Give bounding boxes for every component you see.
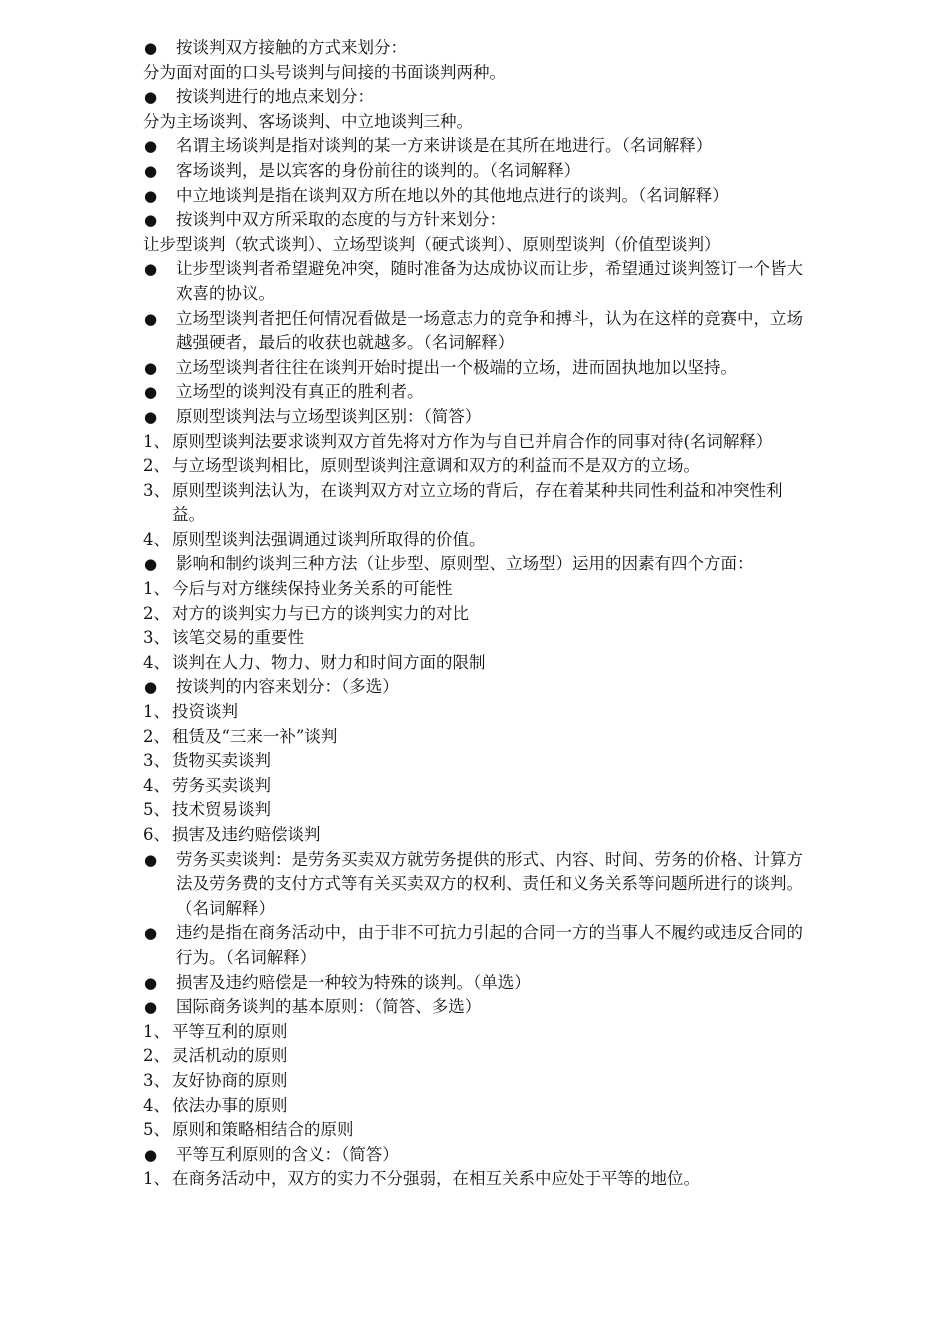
paragraph-line: 让步型谈判（软式谈判）、立场型谈判（硬式谈判）、原则型谈判（价值型谈判） xyxy=(143,234,721,254)
item-number: 5、 xyxy=(143,1120,170,1140)
item-number: 2、 xyxy=(143,726,170,746)
numbered-item xyxy=(143,602,811,627)
bullet-item xyxy=(143,307,811,356)
bullet-text: 立场型谈判者往往在谈判开始时提出一个极端的立场，进而固执地加以坚持。 xyxy=(176,357,737,377)
bullet-text: 中立地谈判是指在谈判双方所在地以外的其他地点进行的谈判。（名词解释） xyxy=(176,185,729,205)
numbered-item xyxy=(143,1118,811,1143)
numbered-text: 谈判在人力、物力、财力和时间方面的限制 xyxy=(172,652,486,672)
numbered-item xyxy=(143,700,811,725)
paragraph-line: 分为主场谈判、客场谈判、中立地谈判三种。 xyxy=(143,111,473,131)
bullet-text: 国际商务谈判的基本原则：（简答、多选） xyxy=(176,997,482,1017)
bullet-text: 客场谈判，是以宾客的身份前往的谈判的。（名词解释） xyxy=(176,160,581,180)
bullet-item xyxy=(143,257,811,306)
bullet-text: 按谈判的内容来划分：（多选） xyxy=(176,677,399,697)
item-number: 1、 xyxy=(143,1021,170,1041)
bullet-text: 名谓主场谈判是指对谈判的某一方来讲谈是在其所在地进行。（名词解释） xyxy=(176,136,713,156)
bullet-text: 按谈判双方接触的方式来划分： xyxy=(176,38,407,57)
numbered-item xyxy=(143,1069,811,1094)
numbered-text: 对方的谈判实力与已方的谈判实力的对比 xyxy=(172,603,469,623)
bullet-item xyxy=(143,995,811,1020)
numbered-text: 该笔交易的重要性 xyxy=(172,628,304,648)
numbered-item xyxy=(143,577,811,602)
numbered-text: 投资谈判 xyxy=(172,702,238,722)
numbered-text: 平等互利的原则 xyxy=(172,1021,288,1041)
item-number: 1、 xyxy=(143,431,170,451)
numbered-text: 原则型谈判法强调通过谈判所取得的价值。 xyxy=(172,529,486,549)
numbered-text: 技术贸易谈判 xyxy=(172,800,271,820)
item-number: 1、 xyxy=(143,579,170,599)
bullet-text: 原则型谈判法与立场型谈判区别：（简答） xyxy=(176,406,482,426)
bullet-item xyxy=(143,134,811,159)
numbered-item xyxy=(143,1167,811,1192)
numbered-item xyxy=(143,749,811,774)
bullet-text: 违约是指在商务活动中，由于非不可抗力引起的合同一方的当事人不履约或违反合同的行为。（名词解释） xyxy=(176,923,803,967)
bullet-item xyxy=(143,971,811,996)
numbered-text: 灵活机动的原则 xyxy=(172,1046,288,1066)
item-number: 4、 xyxy=(143,1095,170,1115)
numbered-item xyxy=(143,1044,811,1069)
numbered-item xyxy=(143,798,811,823)
bullet-item xyxy=(143,1143,811,1168)
item-number: 2、 xyxy=(143,456,170,476)
numbered-text: 损害及违约赔偿谈判 xyxy=(172,825,321,844)
bullet-text: 立场型谈判者把任何情况看做是一场意志力的竞争和搏斗，认为在这样的竞赛中，立场越强硬者，最后的收获也就越多。（名词解释） xyxy=(176,308,803,353)
paragraph-line: 分为面对面的口头号谈判与间接的书面谈判两种。 xyxy=(143,62,506,82)
numbered-text: 原则和策略相结合的原则 xyxy=(172,1120,354,1140)
item-number: 4、 xyxy=(143,652,170,672)
bullet-text: 让步型谈判者希望避免冲突，随时准备为达成协议而让步，希望通过谈判签订一个皆大欢喜的协议。 xyxy=(176,259,803,303)
bullet-text: 影响和制约谈判三种方法（让步型、原则型、立场型）运用的因素有四个方面： xyxy=(176,554,754,574)
bullet-text: 按谈判进行的地点来划分： xyxy=(176,87,374,107)
bullet-item xyxy=(143,380,811,405)
numbered-text: 租赁及“三来一补”谈判 xyxy=(172,726,338,746)
item-number: 6、 xyxy=(143,825,170,844)
numbered-text: 与立场型谈判相比，原则型谈判注意调和双方的利益而不是双方的立场。 xyxy=(172,456,700,476)
item-number: 3、 xyxy=(143,1070,170,1090)
item-number: 3、 xyxy=(143,751,170,771)
bullet-text: 立场型的谈判没有真正的胜利者。 xyxy=(176,382,424,402)
bullet-item xyxy=(143,675,811,700)
numbered-item xyxy=(143,1020,811,1045)
numbered-item xyxy=(143,626,811,651)
numbered-text: 在商务活动中，双方的实力不分强弱，在相互关系中应处于平等的地位。 xyxy=(172,1169,700,1189)
item-number: 2、 xyxy=(143,603,170,623)
item-number: 1、 xyxy=(143,702,170,722)
bullet-item xyxy=(143,184,811,209)
numbered-item xyxy=(143,823,811,848)
numbered-item xyxy=(143,479,811,528)
item-number: 2、 xyxy=(143,1046,170,1066)
numbered-item xyxy=(143,1094,811,1119)
bullet-text: 损害及违约赔偿是一种较为特殊的谈判。（单选） xyxy=(176,972,531,992)
numbered-text: 原则型谈判法认为，在谈判双方对立立场的背后，存在着某种共同性利益和冲突性利益。 xyxy=(172,480,783,525)
bullet-item xyxy=(143,85,811,110)
bullet-text: 平等互利原则的含义：（简答） xyxy=(176,1144,399,1164)
numbered-item xyxy=(143,430,811,455)
numbered-item xyxy=(143,774,811,799)
numbered-item xyxy=(143,651,811,676)
item-number: 3、 xyxy=(143,480,170,500)
item-number: 1、 xyxy=(143,1169,170,1189)
bullet-item xyxy=(143,356,811,381)
bullet-item xyxy=(143,552,811,577)
bullet-item xyxy=(143,848,811,922)
numbered-text: 劳务买卖谈判 xyxy=(172,775,271,795)
numbered-text: 货物买卖谈判 xyxy=(172,751,271,771)
numbered-text: 依法办事的原则 xyxy=(172,1095,288,1115)
numbered-text: 原则型谈判法要求谈判双方首先将对方作为与自已并肩合作的同事对待(名词解释） xyxy=(172,431,773,451)
bullet-item xyxy=(143,921,811,970)
item-number: 3、 xyxy=(143,628,170,648)
bullet-item xyxy=(143,159,811,184)
numbered-item xyxy=(143,725,811,750)
item-number: 4、 xyxy=(143,529,170,549)
item-number: 4、 xyxy=(143,775,170,795)
item-number: 5、 xyxy=(143,800,170,820)
numbered-text: 今后与对方继续保持业务关系的可能性 xyxy=(172,579,453,599)
bullet-item xyxy=(143,208,811,233)
numbered-item xyxy=(143,528,811,553)
bullet-text: 按谈判中双方所采取的态度的与方针来划分： xyxy=(176,210,506,230)
bullet-item xyxy=(143,405,811,430)
numbered-text: 友好协商的原则 xyxy=(172,1070,288,1090)
bullet-text: 劳务买卖谈判：是劳务买卖双方就劳务提供的形式、内容、时间、劳务的价格、计算方法及劳务费的支付方式等有关买卖双方的权利、责任和义务关系等问题所进行的谈判。（名词解释） xyxy=(176,849,803,918)
numbered-item xyxy=(143,454,811,479)
bullet-item xyxy=(143,36,811,61)
document-page xyxy=(143,36,811,1192)
